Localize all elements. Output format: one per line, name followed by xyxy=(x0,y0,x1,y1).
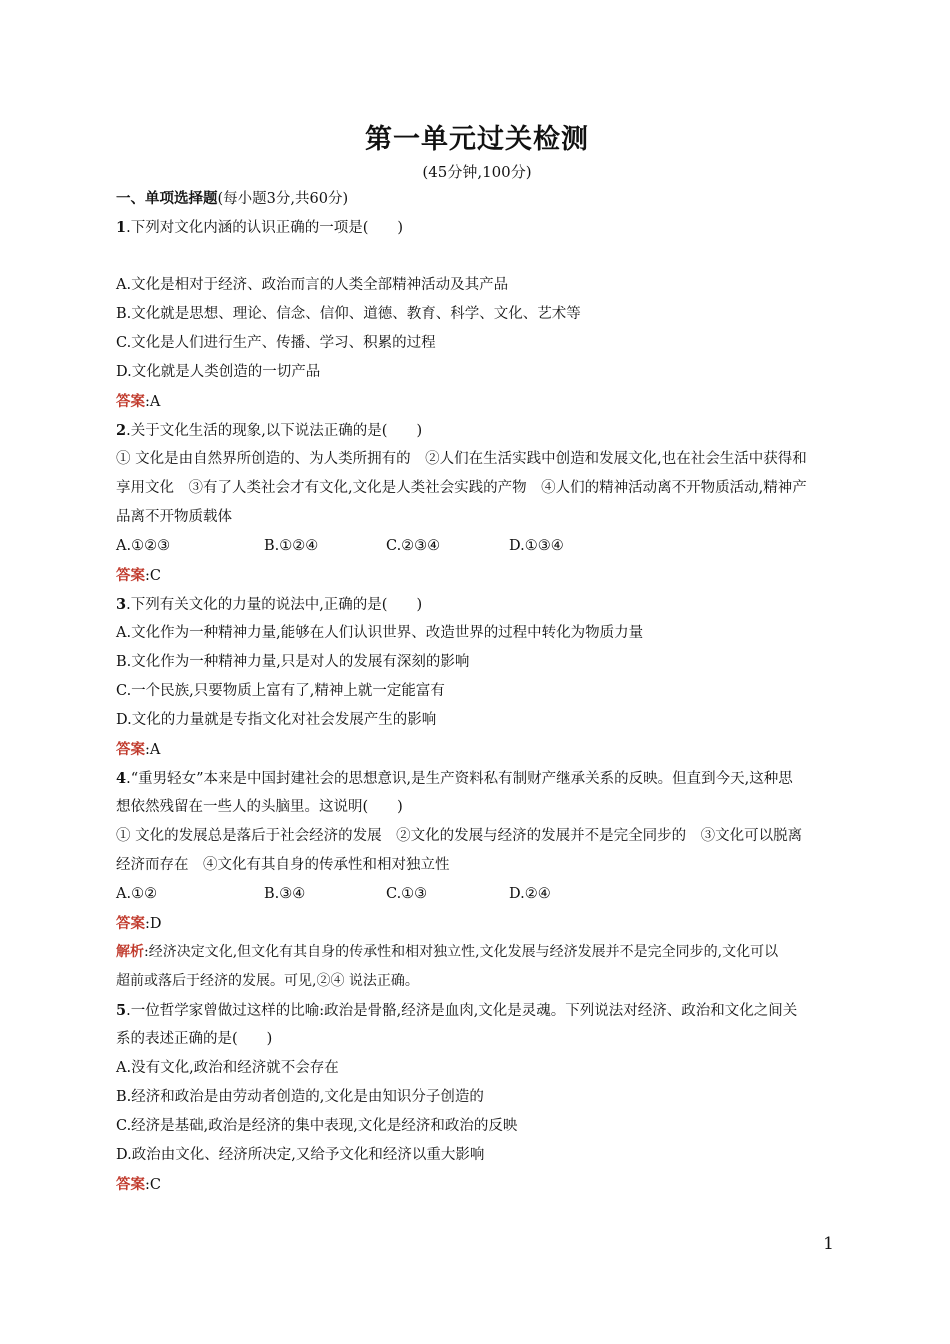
statement-line: 经济而存在 ④文化有其自身的传承性和相对独立性 xyxy=(116,857,450,873)
option-row xyxy=(116,532,838,561)
option: B.文化就是思想、理论、信念、信仰、道德、教育、科学、文化、艺术等 xyxy=(116,306,581,322)
statement-line: ① 文化是由自然界所创造的、为人类所拥有的 ②人们在生活实践中创造和发展文化,也在社会生活中获得和 xyxy=(116,451,807,467)
blank-line xyxy=(116,242,838,271)
section-heading: 一、单项选择题(每小题3分,共60分) xyxy=(116,190,349,207)
statement-line: 品离不开物质载体 xyxy=(116,509,232,525)
question-stem: 4.“重男轻女”本来是中国封建社会的思想意识,是生产资料私有制财产继承关系的反映。但直到今天,这种思 xyxy=(116,770,793,787)
document-page xyxy=(116,120,838,1199)
question-stem: 3.下列有关文化的力量的说法中,正确的是( ) xyxy=(116,596,423,613)
answer: 答案:C xyxy=(116,1176,161,1193)
option: D.文化的力量就是专指文化对社会发展产生的影响 xyxy=(116,712,437,728)
option: D.①③④ xyxy=(509,538,564,554)
option: D.②④ xyxy=(509,886,551,902)
answer: 答案:A xyxy=(116,393,161,410)
option: C.②③④ xyxy=(386,538,441,554)
option: A.文化是相对于经济、政治而言的人类全部精神活动及其产品 xyxy=(116,277,509,293)
answer: 答案:A xyxy=(116,741,161,758)
option: B.文化作为一种精神力量,只是对人的发展有深刻的影响 xyxy=(116,654,470,670)
question-stem: 2.关于文化生活的现象,以下说法正确的是( ) xyxy=(116,422,423,439)
page-subtitle: (45分钟,100分) xyxy=(422,163,532,181)
option: D.文化就是人类创造的一切产品 xyxy=(116,364,321,380)
option: B.①②④ xyxy=(264,538,319,554)
option: A.①②③ xyxy=(116,538,171,554)
option: C.一个民族,只要物质上富有了,精神上就一定能富有 xyxy=(116,683,445,699)
option: A.①② xyxy=(116,886,158,902)
option: C.文化是人们进行生产、传播、学习、积累的过程 xyxy=(116,335,436,351)
question-stem: 1.下列对文化内涵的认识正确的一项是( ) xyxy=(116,219,404,236)
question-stem: 5.一位哲学家曾做过这样的比喻:政治是骨骼,经济是血肉,文化是灵魂。下列说法对经济、政治和文化之间关 xyxy=(116,1002,798,1019)
option-row xyxy=(116,880,838,909)
option: A.文化作为一种精神力量,能够在人们认识世界、改造世界的过程中转化为物质力量 xyxy=(116,625,644,641)
option: B.经济和政治是由劳动者创造的,文化是由知识分子创造的 xyxy=(116,1089,484,1105)
answer: 答案:C xyxy=(116,567,161,584)
page-title: 第一单元过关检测 xyxy=(365,124,589,155)
option: D.政治由文化、经济所决定,又给予文化和经济以重大影响 xyxy=(116,1147,485,1163)
option: C.经济是基础,政治是经济的集中表现,文化是经济和政治的反映 xyxy=(116,1118,518,1134)
answer: 答案:D xyxy=(116,915,162,932)
question-stem-cont: 想依然残留在一些人的头脑里。这说明( ) xyxy=(116,799,403,815)
option: B.③④ xyxy=(264,886,306,902)
page-number: 1 xyxy=(823,1234,834,1254)
explanation: 解析:经济决定文化,但文化有其自身的传承性和相对独立性,文化发展与经济发展并不是完全同步的,文化可以 xyxy=(116,944,779,960)
option: C.①③ xyxy=(386,886,428,902)
question-stem-cont: 系的表述正确的是( ) xyxy=(116,1031,273,1047)
explanation-cont: 超前或落后于经济的发展。可见,②④ 说法正确。 xyxy=(116,973,419,989)
statement-line: 享用文化 ③有了人类社会才有文化,文化是人类社会实践的产物 ④人们的精神活动离不开物质活动,精神产 xyxy=(116,480,807,496)
statement-line: ① 文化的发展总是落后于社会经济的发展 ②文化的发展与经济的发展并不是完全同步的 ③文化可以脱离 xyxy=(116,828,803,844)
option: A.没有文化,政治和经济就不会存在 xyxy=(116,1060,339,1076)
